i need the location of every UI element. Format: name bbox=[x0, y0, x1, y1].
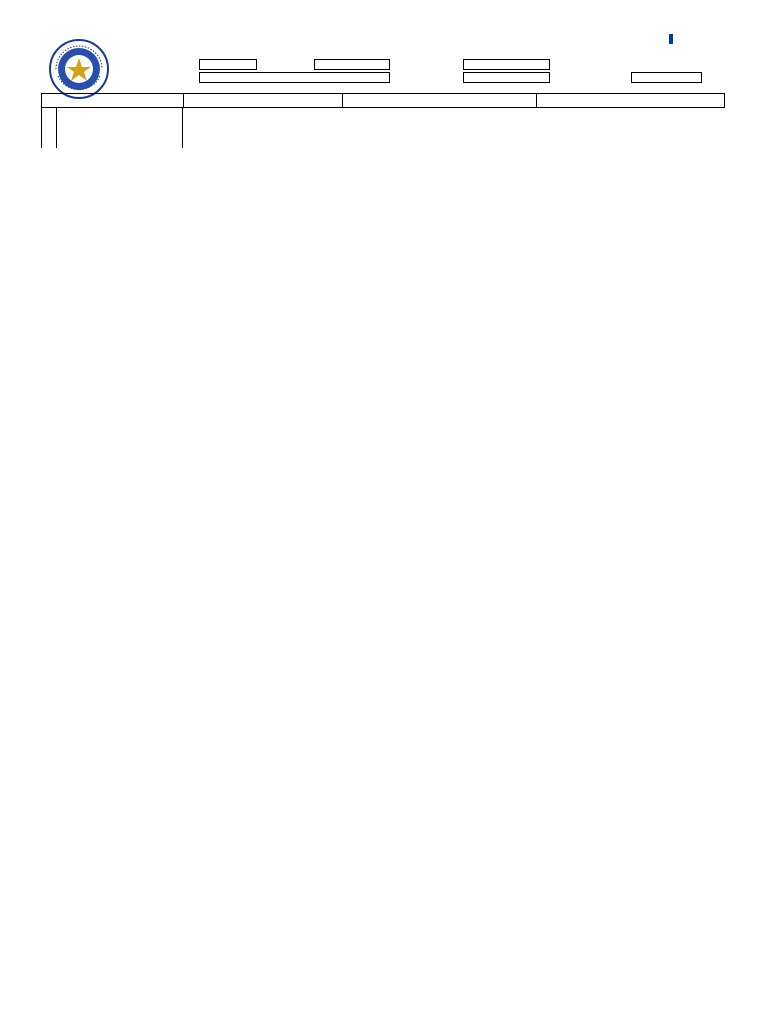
region-field[interactable] bbox=[199, 59, 257, 70]
deped-seal-icon bbox=[48, 38, 110, 100]
class-info-bar bbox=[41, 93, 725, 108]
division-field[interactable] bbox=[314, 59, 390, 70]
learners-names-header bbox=[41, 108, 183, 148]
district-field[interactable] bbox=[463, 59, 550, 70]
school-name-field[interactable] bbox=[199, 72, 390, 83]
deped-logo bbox=[632, 30, 726, 70]
school-year-field[interactable] bbox=[631, 72, 702, 83]
learners-names-title bbox=[56, 108, 184, 148]
school-id-field[interactable] bbox=[463, 72, 550, 83]
